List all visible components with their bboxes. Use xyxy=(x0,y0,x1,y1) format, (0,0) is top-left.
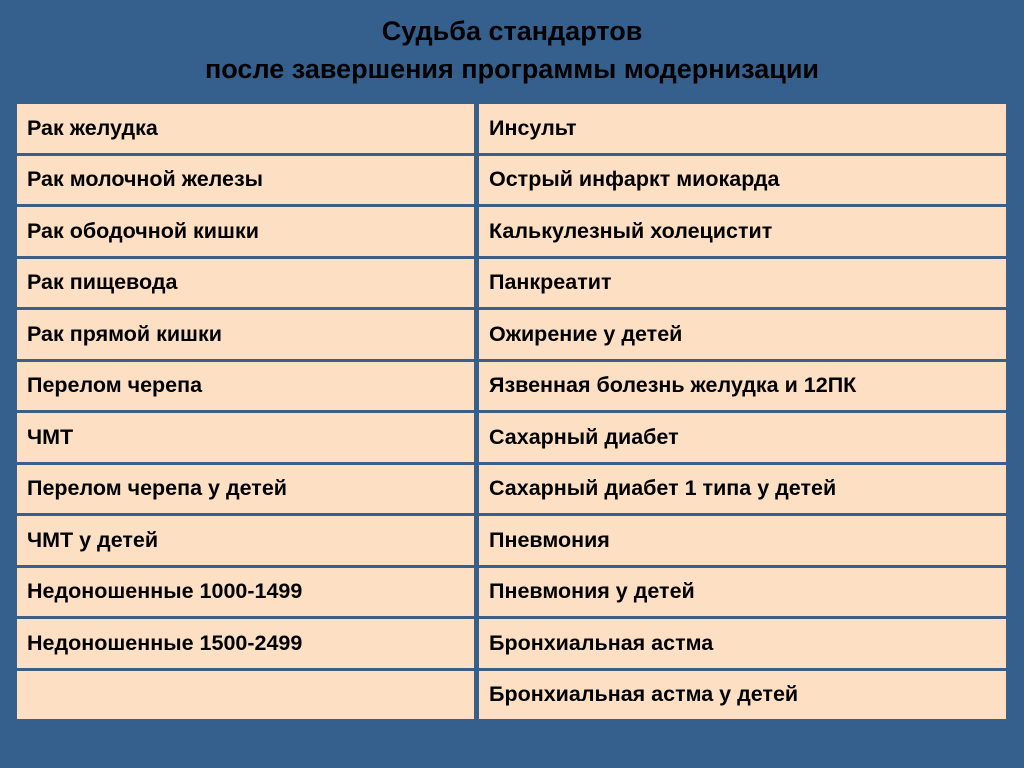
table-cell-right: Бронхиальная астма у детей xyxy=(478,670,1007,721)
table-cell-right: Пневмония у детей xyxy=(478,567,1007,618)
table-cell-left: ЧМТ xyxy=(16,412,475,463)
table-row xyxy=(16,515,1007,567)
table-row xyxy=(16,670,1007,722)
table-cell-left: Перелом черепа xyxy=(16,361,475,412)
table-cell-right: Инсульт xyxy=(478,103,1007,154)
slide-title-line-2: после завершения программы модернизации xyxy=(204,54,820,84)
table-row xyxy=(16,361,1007,413)
table-row xyxy=(16,567,1007,619)
slide-title-line-1: Судьба стандартов xyxy=(381,16,643,46)
table-cell-left: Рак желудка xyxy=(16,103,475,154)
table-row xyxy=(16,103,1007,155)
table-cell-right: Сахарный диабет xyxy=(478,412,1007,463)
table-cell-right: Пневмония xyxy=(478,515,1007,566)
table-cell-right: Калькулезный холецистит xyxy=(478,206,1007,257)
table-row xyxy=(16,155,1007,207)
table-cell-left: Рак молочной железы xyxy=(16,155,475,206)
table-cell-left: Рак пищевода xyxy=(16,258,475,309)
table-cell-right: Сахарный диабет 1 типа у детей xyxy=(478,464,1007,515)
table-row xyxy=(16,618,1007,670)
slide-title xyxy=(0,12,1024,88)
table-cell-left: Недоношенные 1500-2499 xyxy=(16,618,475,669)
table-row xyxy=(16,206,1007,258)
table-cell-right: Ожирение у детей xyxy=(478,309,1007,360)
table-cell-left xyxy=(16,670,475,721)
table-cell-left: Перелом черепа у детей xyxy=(16,464,475,515)
table-row xyxy=(16,309,1007,361)
table-cell-right: Панкреатит xyxy=(478,258,1007,309)
standards-table xyxy=(16,103,1007,721)
table-row xyxy=(16,464,1007,516)
table-row xyxy=(16,412,1007,464)
table-cell-left: ЧМТ у детей xyxy=(16,515,475,566)
table-cell-left: Недоношенные 1000-1499 xyxy=(16,567,475,618)
table-cell-right: Острый инфаркт миокарда xyxy=(478,155,1007,206)
table-cell-left: Рак ободочной кишки xyxy=(16,206,475,257)
table-cell-right: Язвенная болезнь желудка и 12ПК xyxy=(478,361,1007,412)
table-cell-right: Бронхиальная астма xyxy=(478,618,1007,669)
table-cell-left: Рак прямой кишки xyxy=(16,309,475,360)
table-row xyxy=(16,258,1007,310)
